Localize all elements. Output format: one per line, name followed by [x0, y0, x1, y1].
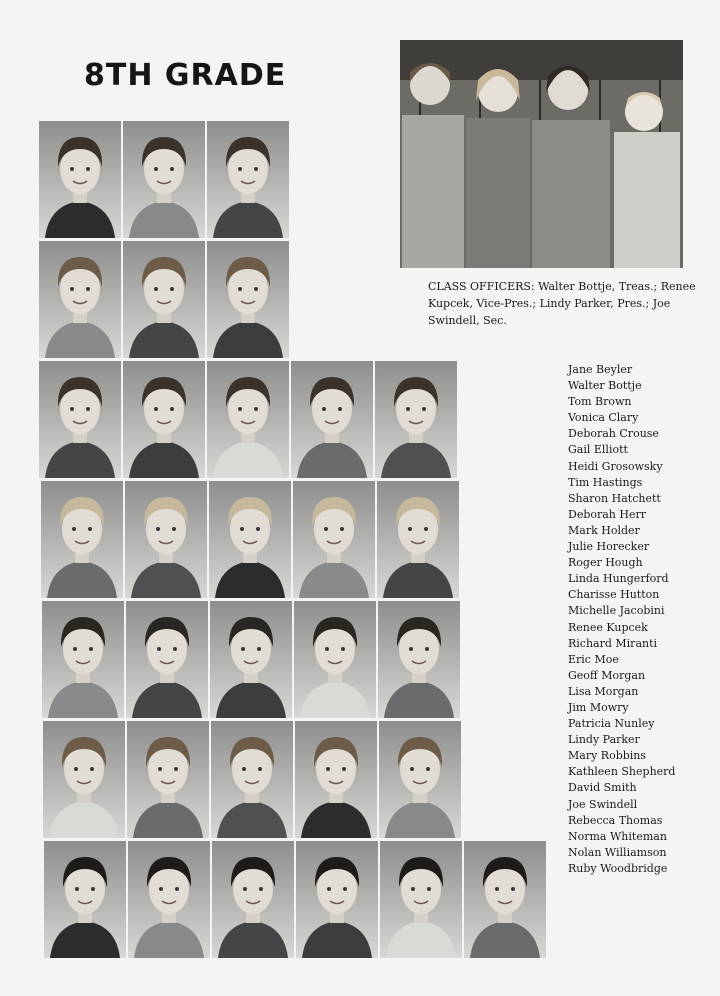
student-portrait — [295, 721, 377, 838]
student-name: Gail Elliott — [568, 443, 628, 457]
student-name: Geoff Morgan — [568, 668, 646, 682]
student-name: Renee Kupcek — [568, 620, 648, 634]
officers-caption: CLASS OFFICERS: Walter Bottje, Treas.; Renee Kupcek, Vice-Pres.; Lindy Parker, Pres.; Joe Swindell, Sec. — [428, 280, 696, 327]
page-title: 8TH GRADE — [84, 58, 287, 93]
student-name: Sharon Hatchett — [568, 491, 661, 505]
student-portrait — [293, 481, 375, 598]
student-name: Mary Robbins — [568, 749, 647, 763]
student-name: Joe Swindell — [568, 797, 638, 811]
student-name: David Smith — [568, 781, 637, 795]
student-portrait — [126, 601, 208, 718]
student-name: Deborah Crouse — [568, 427, 659, 441]
student-portrait — [291, 361, 373, 478]
class-officers-photo — [400, 40, 683, 268]
student-portrait — [209, 481, 291, 598]
student-name: Tom Brown — [568, 395, 632, 409]
student-name: Tim Hastings — [568, 475, 643, 489]
student-name: Jane Beyler — [568, 363, 633, 376]
student-portrait — [39, 361, 121, 478]
student-name: Deborah Herr — [568, 507, 647, 521]
student-portrait — [127, 721, 209, 838]
student-name: Michelle Jacobini — [568, 604, 665, 618]
student-name: Heidi Grosowsky — [568, 459, 663, 473]
student-portrait — [39, 121, 121, 238]
student-name: Julie Horecker — [568, 540, 650, 554]
student-portrait — [207, 361, 289, 478]
student-portrait — [207, 241, 289, 358]
student-portrait — [377, 481, 459, 598]
student-portrait — [123, 121, 205, 238]
student-name: Norma Whiteman — [568, 829, 667, 843]
student-portrait — [42, 601, 124, 718]
student-portrait — [44, 841, 126, 958]
student-portrait — [464, 841, 546, 958]
student-portrait — [123, 361, 205, 478]
student-portrait — [123, 241, 205, 358]
student-portrait — [294, 601, 376, 718]
student-name: Rebecca Thomas — [568, 813, 663, 827]
student-name: Linda Hungerford — [568, 572, 669, 586]
student-name: Charisse Hutton — [568, 588, 660, 602]
student-name: Ruby Woodbridge — [568, 861, 668, 875]
student-name: Vonica Clary — [568, 411, 639, 425]
student-name: Eric Moe — [568, 652, 619, 666]
student-portrait — [210, 601, 292, 718]
student-name: Roger Hough — [568, 556, 643, 570]
student-portrait — [128, 841, 210, 958]
student-portrait — [39, 241, 121, 358]
student-name: Lisa Morgan — [568, 684, 639, 698]
student-portrait — [125, 481, 207, 598]
student-portrait — [378, 601, 460, 718]
student-name: Richard Miranti — [568, 636, 658, 650]
student-name: Kathleen Shepherd — [568, 765, 676, 779]
student-portrait — [43, 721, 125, 838]
student-portrait — [380, 841, 462, 958]
student-name: Nolan Williamson — [568, 845, 667, 859]
student-portrait — [41, 481, 123, 598]
student-name: Jim Mowry — [568, 700, 629, 714]
student-portrait — [296, 841, 378, 958]
student-name: Mark Holder — [568, 523, 640, 537]
student-portrait — [379, 721, 461, 838]
student-portrait — [211, 721, 293, 838]
student-name: Walter Bottje — [568, 379, 642, 393]
student-portrait — [212, 841, 294, 958]
student-name-list — [568, 362, 708, 877]
student-name: Patricia Nunley — [568, 717, 655, 731]
student-portrait — [375, 361, 457, 478]
student-portrait — [207, 121, 289, 238]
student-name: Lindy Parker — [568, 733, 640, 747]
